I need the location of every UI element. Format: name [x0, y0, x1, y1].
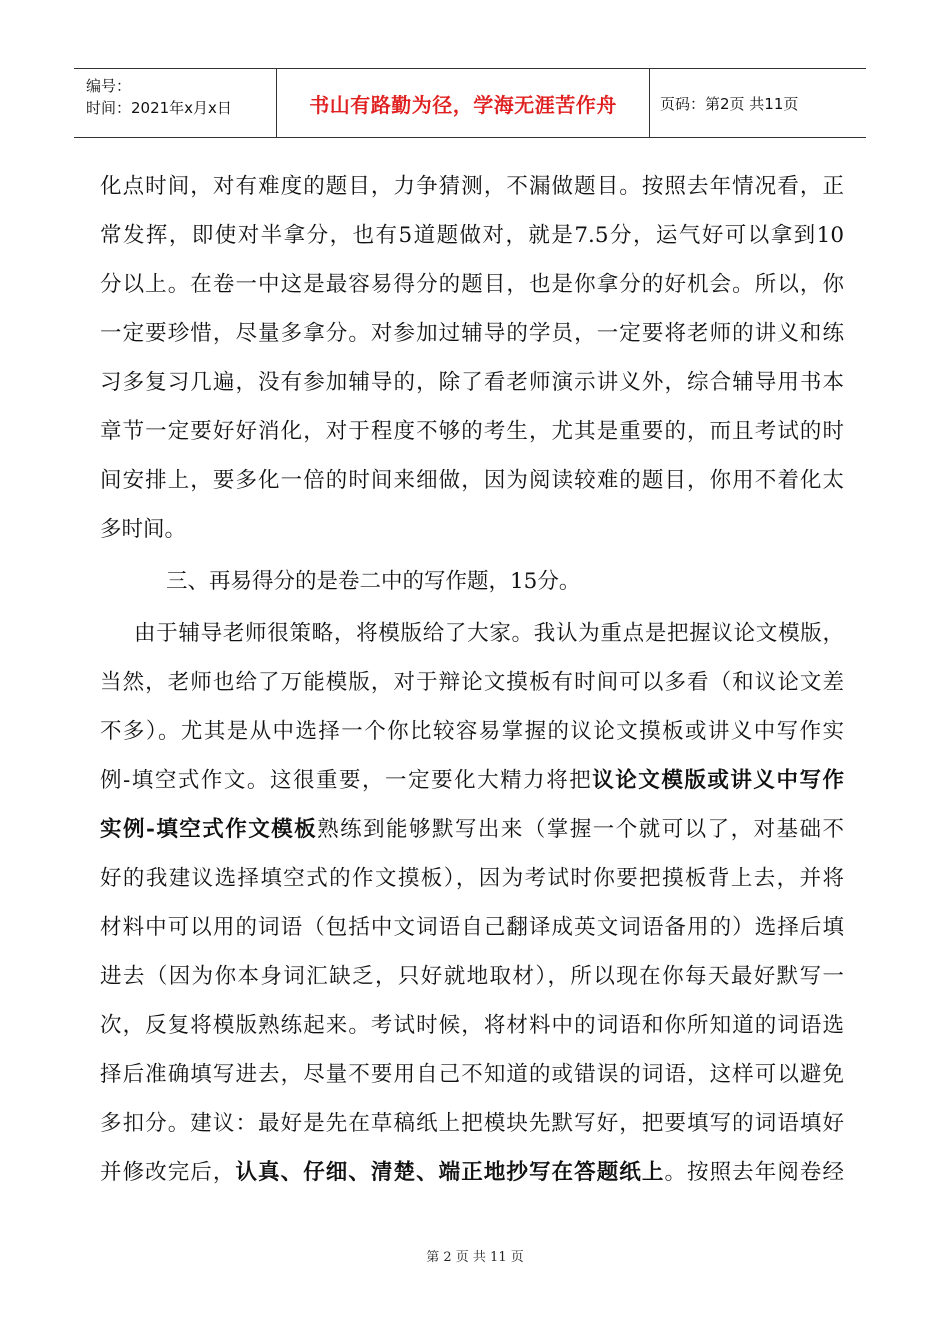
- text-line: 好的我建议选择填空式的作文摸板），因为考试时你要把摸板背上去，并将: [100, 866, 844, 891]
- text-line: 习多复习几遍，没有参加辅导的，除了看老师演示讲义外，综合辅导用书本: [100, 370, 844, 395]
- text-span: 熟练到能够默写出来（掌握一个就可以了，对基础不: [317, 817, 844, 842]
- page-footer: 第 2 页 共 11 页: [426, 1250, 524, 1265]
- time-label: 时间：2021年x月x日: [86, 99, 232, 117]
- bold-text: 议论文模版或讲义中写作: [592, 768, 844, 793]
- text-line: 进去（因为你本身词汇缺乏，只好就地取材），所以现在你每天最好默写一: [100, 964, 844, 989]
- text-line: 不多）。尤其是从中选择一个你比较容易掌握的议论文摸板或讲义中写作实: [100, 719, 844, 744]
- text-line: 由于辅导老师很策略，将模版给了大家。我认为重点是把握议论文模版，: [134, 621, 844, 646]
- header-motto: 书山有路勤为径，学海无涯苦作舟: [309, 92, 617, 117]
- text-line: 章节一定要好好消化，对于程度不够的考生，尤其是重要的，而且考试的时: [100, 419, 844, 444]
- text-line: [100, 1148, 844, 1197]
- text-line: 次，反复将模版熟练起来。考试时候，将材料中的词语和你所知道的词语选: [100, 1013, 844, 1038]
- bold-text: 实例-填空式作文模板: [100, 817, 318, 842]
- header-meta-cell: [74, 69, 276, 137]
- header-divider: [649, 69, 650, 137]
- text-line: [100, 756, 844, 805]
- section-heading: 三、再易得分的是卷二中的写作题，15分。: [166, 569, 581, 594]
- text-line: 多时间。: [100, 517, 187, 542]
- text-line: 择后准确填写进去，尽量不要用自己不知道的或错误的词语，这样可以避免: [100, 1062, 844, 1087]
- serial-label: 编号：: [86, 77, 132, 95]
- text-line: 当然，老师也给了万能模版，对于辩论文摸板有时间可以多看（和议论文差: [100, 670, 844, 695]
- text-line: 分以上。在卷一中这是最容易得分的题目，也是你拿分的好机会。所以，你: [100, 272, 844, 297]
- text-line: 材料中可以用的词语（包括中文词语自己翻译成英文词语备用的）选择后填: [100, 915, 844, 940]
- text-line: 常发挥，即使对半拿分，也有5道题做对，就是7.5分，运气好可以拿到10: [100, 223, 844, 248]
- text-line: 多扣分。建议：最好是先在草稿纸上把模块先默写好，把要填写的词语填好: [100, 1111, 844, 1136]
- text-span: 并修改完后，: [100, 1160, 236, 1185]
- document-body: [100, 162, 844, 1197]
- text-span: 。按照去年阅卷经: [664, 1160, 844, 1185]
- text-line: [100, 805, 844, 854]
- header-table: [74, 68, 866, 138]
- header-page-label: 页码：第2页 共11页: [660, 94, 799, 113]
- text-span: 例-填空式作文。这很重要，一定要化大精力将把: [100, 768, 593, 793]
- text-line: 化点时间，对有难度的题目，力争猜测，不漏做题目。按照去年情况看，正: [100, 174, 844, 199]
- text-line: 一定要珍惜，尽量多拿分。对参加过辅导的学员，一定要将老师的讲义和练: [100, 321, 844, 346]
- text-line: 间安排上，要多化一倍的时间来细做，因为阅读较难的题目，你用不着化太: [100, 468, 844, 493]
- bold-text: 认真、仔细、清楚、端正地抄写在答题纸上: [235, 1160, 665, 1185]
